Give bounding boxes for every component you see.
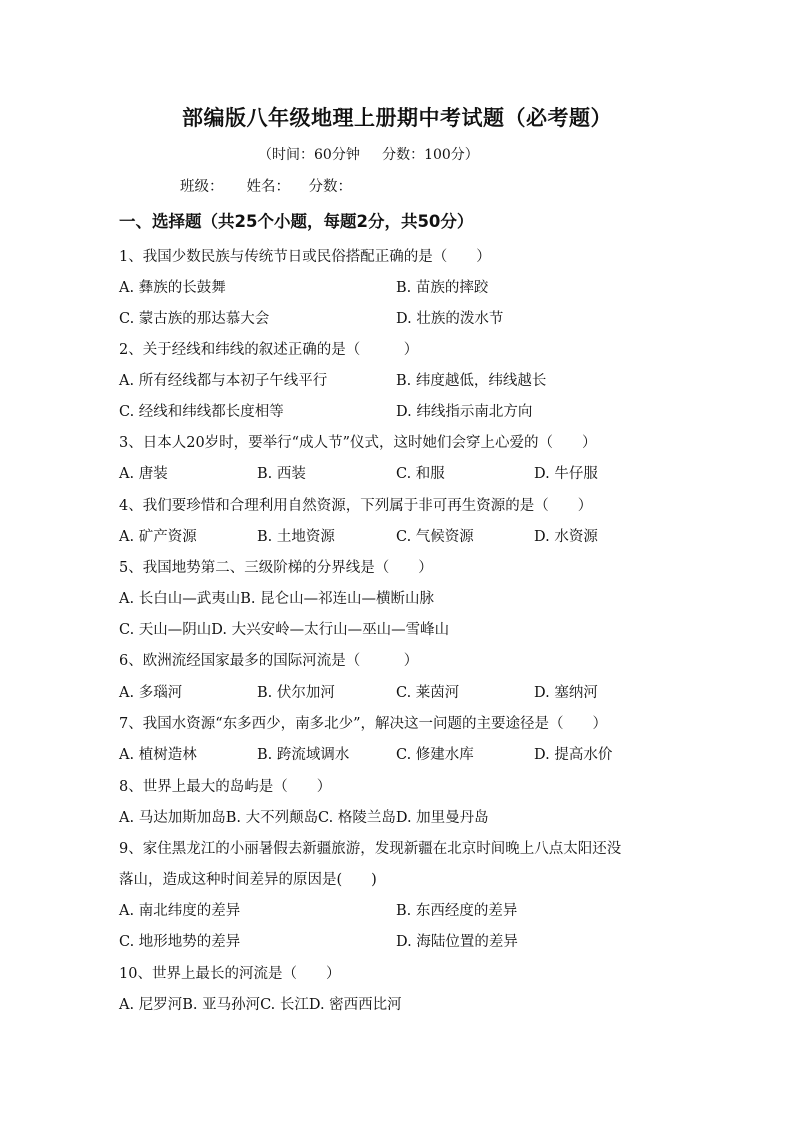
option-d: D. 塞纳河	[534, 685, 598, 701]
question-stem-continued: 落山，造成这种时间差异的原因是( )	[119, 872, 377, 888]
page-title: 部编版八年级地理上册期中考试题（必考题）	[182, 105, 612, 130]
option-b: B. 纬度越低，纬线越长	[396, 373, 547, 389]
question-stem: 5、我国地势第二、三级阶梯的分界线是（ ）	[119, 560, 433, 576]
option-d: D. 纬线指示南北方向	[396, 404, 533, 420]
question-stem: 2、关于经线和纬线的叙述正确的是（ ）	[119, 342, 419, 358]
exam-time-score: （时间：60分钟 分数：100分）	[258, 147, 479, 163]
option-c: C. 蒙古族的那达慕大会	[119, 311, 270, 327]
option-b: B. 跨流域调水	[257, 747, 350, 763]
option-c: C. 气候资源	[396, 529, 474, 545]
section-heading: 一、选择题（共25个小题，每题2分，共50分）	[119, 212, 474, 231]
option-d: D. 牛仔服	[534, 466, 598, 482]
option-b: B. 伏尔加河	[257, 685, 335, 701]
question-stem: 10、世界上最长的河流是（ ）	[119, 966, 341, 982]
question-stem: 6、欧洲流经国家最多的国际河流是（ ）	[119, 653, 419, 669]
option-ab: A. 长白山—武夷山B. 昆仑山—祁连山—横断山脉	[119, 591, 435, 607]
option-b: B. 西装	[257, 466, 306, 482]
option-c: C. 莱茵河	[396, 685, 460, 701]
student-info-line: 班级： 姓名： 分数：	[180, 179, 352, 195]
option-abcd: A. 马达加斯加岛B. 大不列颠岛C. 格陵兰岛D. 加里曼丹岛	[119, 810, 489, 826]
option-cd: C. 天山—阴山D. 大兴安岭—太行山—巫山—雪峰山	[119, 622, 450, 638]
question-stem: 3、日本人20岁时，要举行“成人节”仪式，这时她们会穿上心爱的（ ）	[119, 435, 597, 451]
question-stem: 9、家住黑龙江的小丽暑假去新疆旅游，发现新疆在北京时间晚上八点太阳还没	[119, 841, 622, 857]
option-b: B. 土地资源	[257, 529, 335, 545]
option-b: B. 东西经度的差异	[396, 903, 518, 919]
option-d: D. 水资源	[534, 529, 598, 545]
question-stem: 1、我国少数民族与传统节日或民俗搭配正确的是（ ）	[119, 249, 491, 265]
option-a: A. 彝族的长鼓舞	[119, 280, 226, 296]
option-d: D. 提高水价	[534, 747, 613, 763]
option-a: A. 唐装	[119, 466, 168, 482]
option-c: C. 修建水库	[396, 747, 474, 763]
option-c: C. 经线和纬线都长度相等	[119, 404, 284, 420]
option-d: D. 壮族的泼水节	[396, 311, 504, 327]
option-a: A. 南北纬度的差异	[119, 903, 241, 919]
option-a: A. 所有经线都与本初子午线平行	[119, 373, 328, 389]
option-c: C. 地形地势的差异	[119, 934, 241, 950]
question-stem: 8、世界上最大的岛屿是（ ）	[119, 779, 332, 795]
option-a: A. 矿产资源	[119, 529, 197, 545]
option-a: A. 多瑙河	[119, 685, 183, 701]
option-b: B. 苗族的摔跤	[396, 280, 489, 296]
question-stem: 4、我们要珍惜和合理利用自然资源，下列属于非可再生资源的是（ ）	[119, 498, 593, 514]
option-d: D. 海陆位置的差异	[396, 934, 518, 950]
option-c: C. 和服	[396, 466, 445, 482]
question-stem: 7、我国水资源“东多西少，南多北少”，解决这一问题的主要途径是（ ）	[119, 716, 608, 732]
option-abcd: A. 尼罗河B. 亚马孙河C. 长江D. 密西西比河	[119, 997, 402, 1013]
option-a: A. 植树造林	[119, 747, 197, 763]
